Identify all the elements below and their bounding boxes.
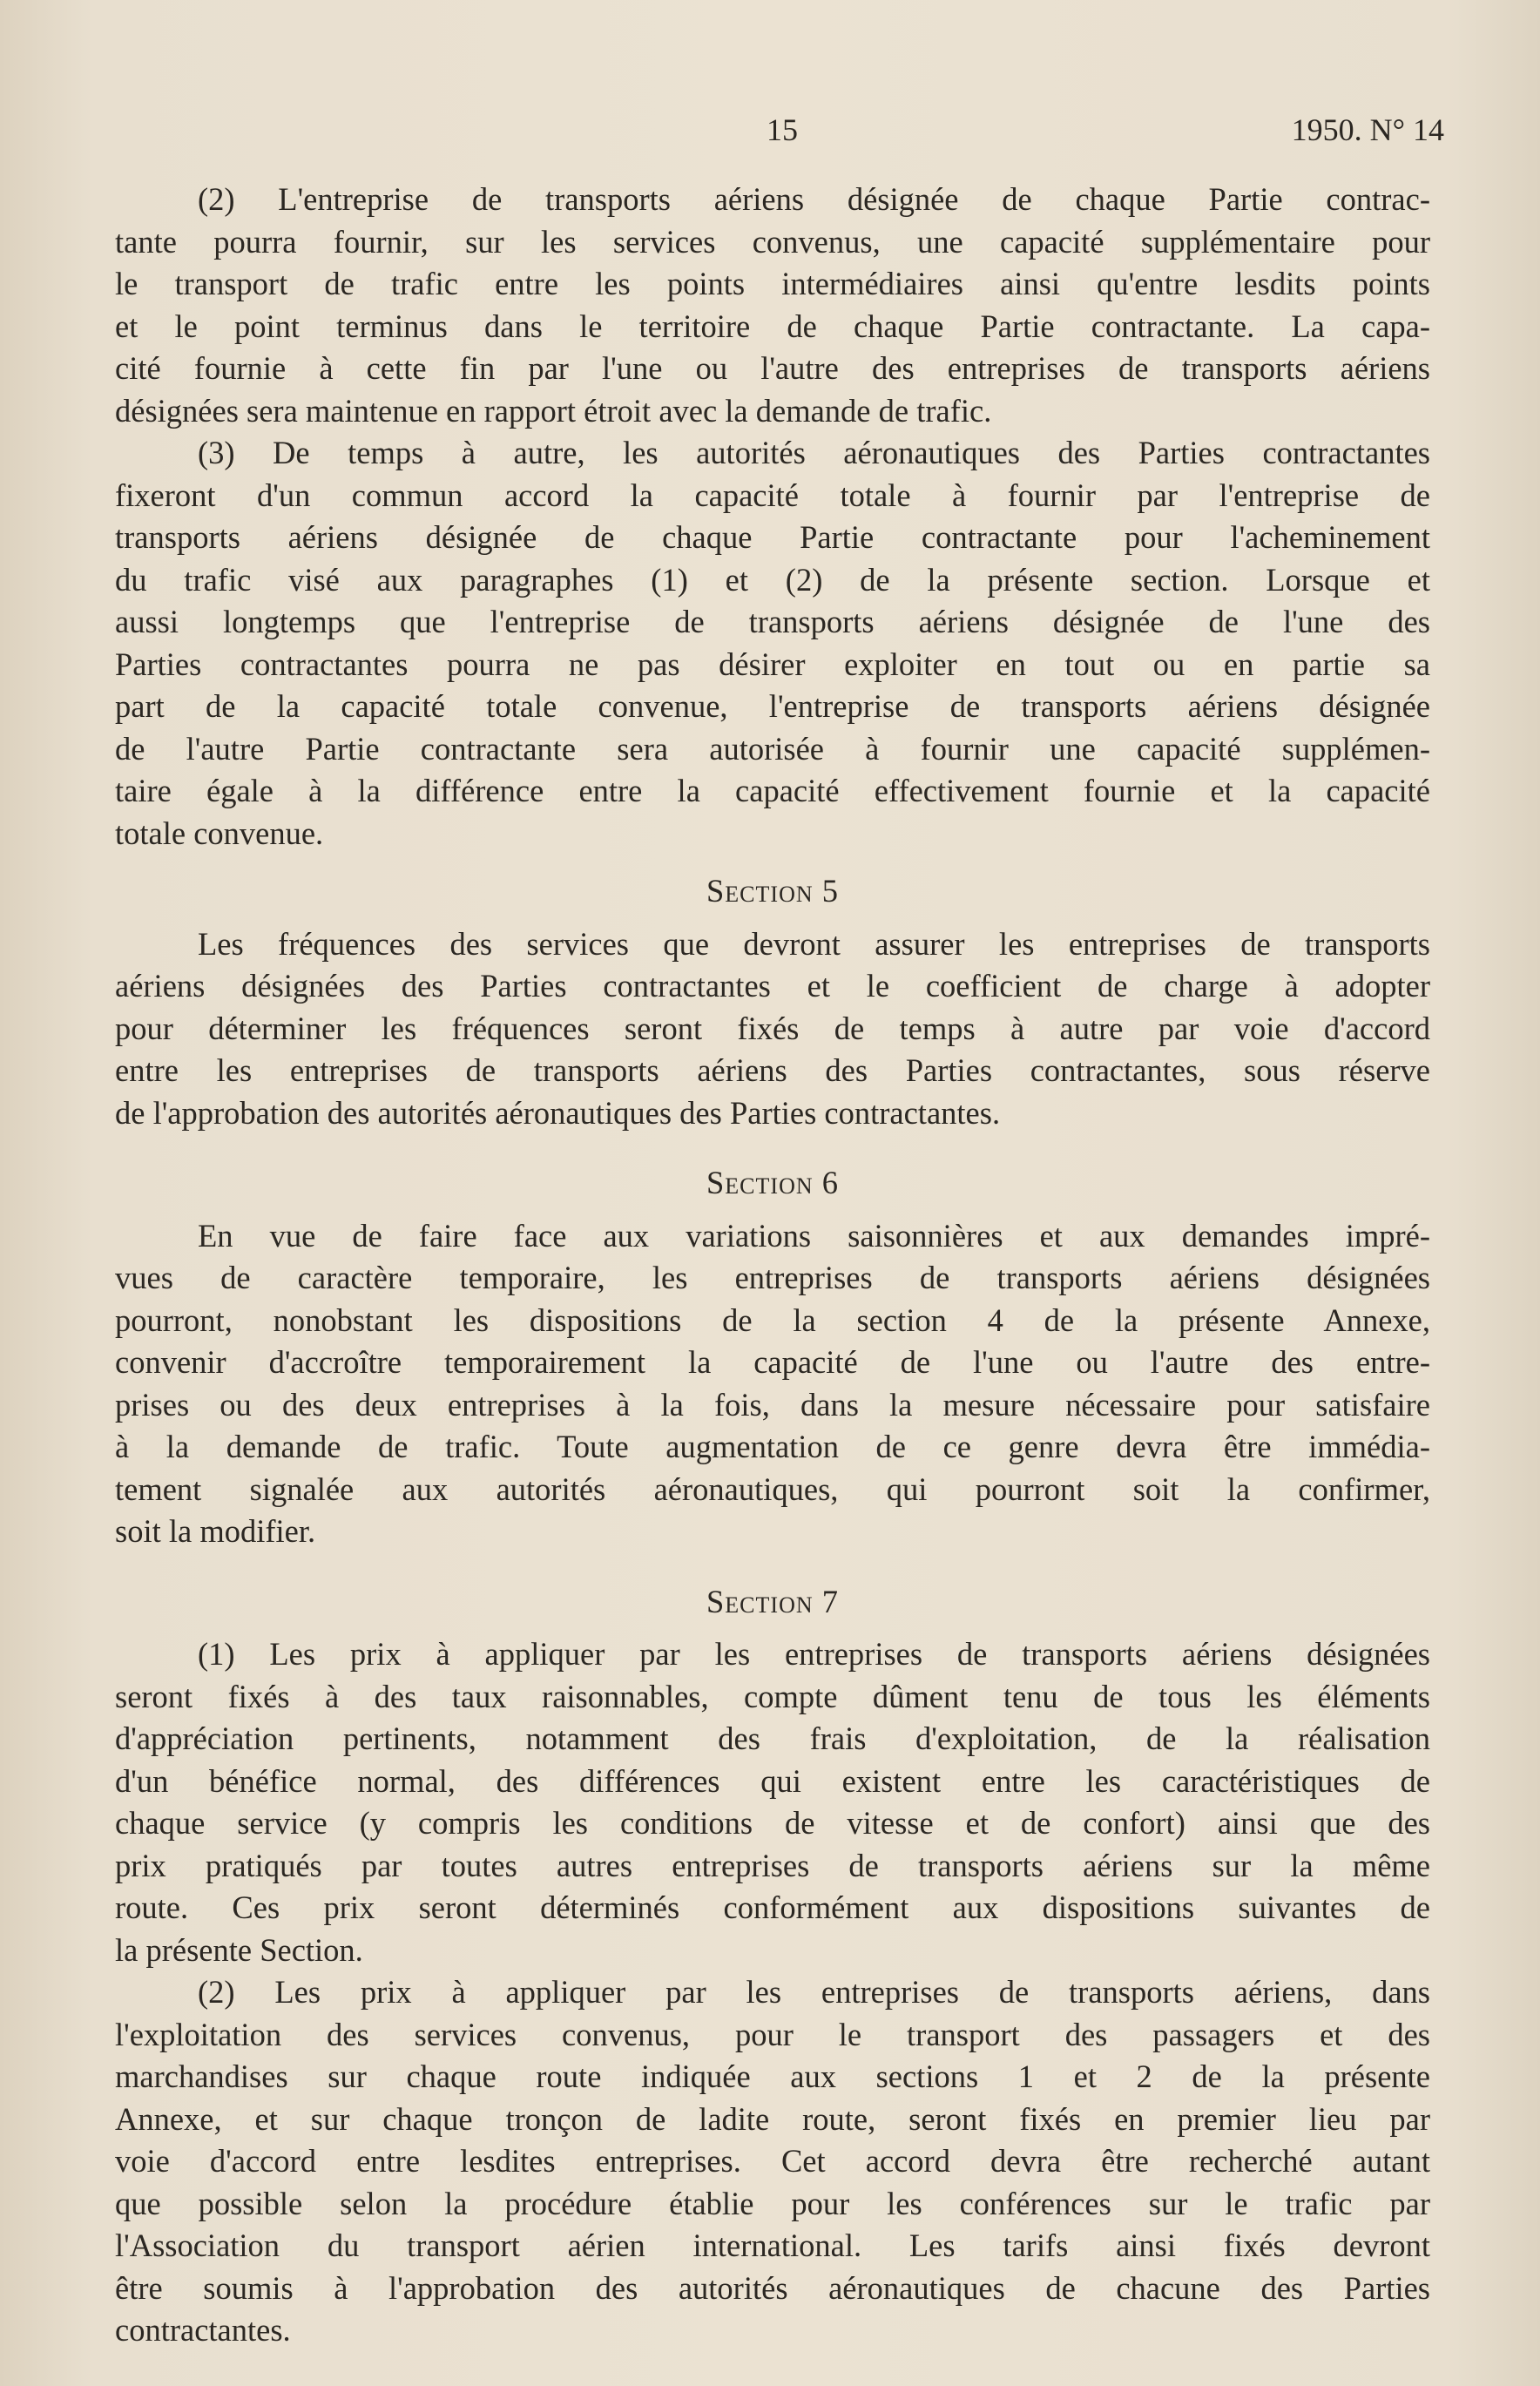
text-line: Les fréquences des services que devront assurer les entreprises de transports: [198, 925, 1430, 962]
text-line: (2) L'entreprise de transports aériens désignée de chaque Partie contrac-: [198, 181, 1430, 217]
text-line: chaque service (y compris les conditions de vitesse et de confort) ainsi que des: [115, 1805, 1430, 1841]
text-line: prix pratiqués par toutes autres entreprises de transports aériens sur la même: [115, 1847, 1430, 1883]
paragraph: [115, 432, 1430, 855]
text-line: l'Association du transport aérien international. Les tarifs ainsi fixés devront: [115, 2227, 1430, 2263]
section-heading: Section 5: [706, 873, 839, 909]
text-line: (3) De temps à autre, les autorités aéronautiques des Parties contractantes: [198, 435, 1430, 470]
text-line: seront fixés à des taux raisonnables, compte dûment tenu de tous les éléments: [115, 1678, 1430, 1714]
paragraph: [115, 179, 1430, 432]
text-line: de l'autre Partie contractante sera autorisée à fournir une capacité supplémen-: [115, 730, 1430, 767]
text-line: d'un bénéfice normal, des différences qui existent entre les caractéristiques de: [115, 1762, 1430, 1799]
document-body: [115, 179, 1430, 2352]
paragraph: [115, 1971, 1430, 2352]
text-line: voie d'accord entre lesdites entreprises. Cet accord devra être recherché autant: [115, 2143, 1430, 2179]
text-line: et le point terminus dans le territoire de chaque Partie contractante. La capa-: [115, 308, 1430, 344]
text-line: que possible selon la procédure établie pour les conférences sur le trafic par: [115, 2185, 1430, 2221]
text-line: (1) Les prix à appliquer par les entreprises de transports aériens désignées: [198, 1636, 1430, 1672]
text-line: Annexe, et sur chaque tronçon de ladite route, seront fixés en premier lieu par: [115, 2100, 1430, 2137]
paragraph: [115, 1633, 1430, 1971]
text-line: aussi longtemps que l'entreprise de transports aériens désignée de l'une des: [115, 604, 1430, 639]
text-line: tante pourra fournir, sur les services convenus, une capacité supplémentaire pour: [115, 223, 1430, 260]
text-line: fixeront d'un commun accord la capacité totale à fournir par l'entreprise de: [115, 477, 1430, 513]
text-line: tement signalée aux autorités aéronautiques, qui pourront soit la confirmer,: [115, 1470, 1430, 1507]
section-heading: Section 7: [706, 1583, 839, 1619]
text-line: entre les entreprises de transports aériens des Parties contractantes, sous réserve: [115, 1052, 1430, 1088]
text-line: pour déterminer les fréquences seront fixés de temps à autre par voie d'accord: [115, 1010, 1430, 1046]
text-line: de l'approbation des autorités aéronautiques des Parties contractantes.: [115, 1094, 1001, 1131]
text-line: cité fournie à cette fin par l'une ou l'autre des entreprises de transports aériens: [115, 350, 1430, 386]
text-line: l'exploitation des services convenus, pour le transport des passagers et des: [115, 2016, 1430, 2052]
text-line: taire égale à la différence entre la capacité effectivement fournie et la capacité: [115, 773, 1430, 808]
text-line: transports aériens désignée de chaque Partie contractante pour l'acheminement: [115, 519, 1430, 555]
text-line: convenir d'accroître temporairement la capacité de l'une ou l'autre des entre-: [115, 1344, 1430, 1380]
page-header: [0, 112, 1540, 155]
text-line: d'appréciation pertinents, notamment des frais d'exploitation, de la réalisation: [115, 1720, 1430, 1756]
section-heading: Section 6: [706, 1165, 839, 1200]
text-line: prises ou des deux entreprises à la fois, dans la mesure nécessaire pour satisfaire: [115, 1386, 1430, 1423]
text-line: pourront, nonobstant les dispositions de la section 4 de la présente Annexe,: [115, 1301, 1430, 1338]
text-line: marchandises sur chaque route indiquée aux sections 1 et 2 de la présente: [115, 2058, 1430, 2094]
text-line: Parties contractantes pourra ne pas désirer exploiter en tout ou en partie sa: [115, 646, 1430, 682]
text-line: contractantes.: [115, 2312, 291, 2348]
page-number: 15: [767, 112, 798, 147]
text-line: à la demande de trafic. Toute augmentation de ce genre devra être immédia-: [115, 1429, 1430, 1464]
text-line: vues de caractère temporaire, les entreprises de transports aériens désignées: [115, 1260, 1430, 1295]
text-line: (2) Les prix à appliquer par les entreprises de transports aériens, dans: [198, 1974, 1430, 2010]
text-line: soit la modifier.: [115, 1513, 316, 1549]
text-line: En vue de faire face aux variations saisonnières et aux demandes impré-: [198, 1217, 1430, 1254]
text-line: aériens désignées des Parties contractantes et le coefficient de charge à adopter: [115, 968, 1430, 1004]
text-line: route. Ces prix seront déterminés conformément aux dispositions suivantes de: [115, 1889, 1430, 1925]
text-line: être soumis à l'approbation des autorités aéronautiques de chacune des Parties: [115, 2269, 1430, 2306]
paragraph: [115, 923, 1430, 1135]
text-line: la présente Section.: [115, 1931, 363, 1968]
paragraph: [115, 1215, 1430, 1553]
document-reference: 1950. N° 14: [1291, 112, 1444, 147]
text-line: part de la capacité totale convenue, l'entreprise de transports aériens désignée: [115, 688, 1430, 724]
text-line: totale convenue.: [115, 814, 324, 851]
text-line: le transport de trafic entre les points intermédiaires ainsi qu'entre lesdits points: [115, 266, 1430, 301]
text-line: du trafic visé aux paragraphes (1) et (2) de la présente section. Lorsque et: [115, 561, 1430, 598]
text-line: désignées sera maintenue en rapport étroit avec la demande de trafic.: [115, 392, 992, 429]
